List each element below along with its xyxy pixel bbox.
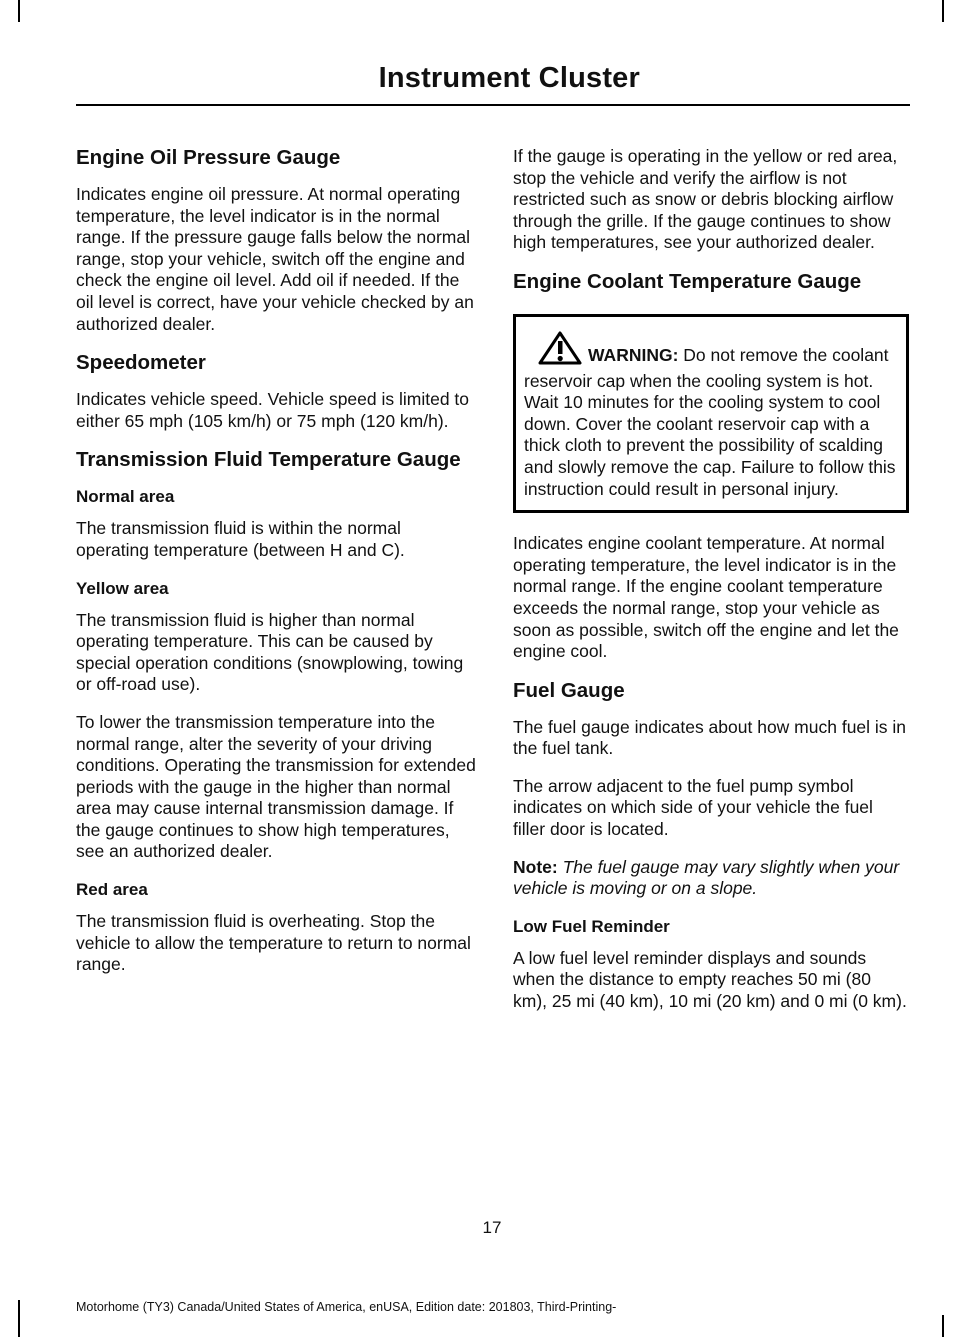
warning-triangle-icon bbox=[538, 331, 582, 371]
transmission-heading: Transmission Fluid Temperature Gauge bbox=[76, 448, 461, 472]
note-label: Note: bbox=[513, 856, 558, 877]
page-title: Instrument Cluster bbox=[378, 62, 640, 94]
crop-mark-bottom-right bbox=[942, 1315, 944, 1337]
coolant-heading: Engine Coolant Temperature Gauge bbox=[513, 269, 862, 293]
yellow-area-text-1: The transmission fluid is higher than normal operating temperature. This can be caused by special operation conditions (snowplowing, towing or off-road use). bbox=[76, 609, 464, 695]
yellow-area-text-2: To lower the transmission temperature into the normal range, alter the severity of your driving conditions. Operating the transmission for extended periods with the gauge in the higher than normal area may cause internal transmission damage. If the gauge continues to show high temperatures, see an authorized dealer. bbox=[76, 711, 476, 862]
warning-box bbox=[513, 314, 909, 513]
left-column bbox=[76, 146, 476, 992]
note-text: The fuel gauge may vary slightly when your vehicle is moving or on a slope. bbox=[513, 856, 900, 899]
fuel-gauge-text-1: The fuel gauge indicates about how much fuel is in the fuel tank. bbox=[513, 716, 907, 759]
crop-mark-bottom-left bbox=[18, 1300, 20, 1337]
right-column bbox=[513, 146, 908, 1029]
warning-label: WARNING: bbox=[588, 344, 679, 365]
coolant-text: Indicates engine coolant temperature. At normal operating temperature, the level indicator is in the normal range. If the engine coolant temperature exceeds the normal range, stop your vehicle as soon as possible, switch off the engine and let the engine cool. bbox=[513, 533, 899, 662]
crop-mark-top-left bbox=[18, 0, 20, 22]
normal-area-text: The transmission fluid is within the normal operating temperature (between H and C). bbox=[76, 518, 405, 560]
red-area-text: The transmission fluid is overheating. Stop the vehicle to allow the temperature to return to normal range. bbox=[76, 911, 471, 975]
page-number: 17 bbox=[482, 1218, 502, 1237]
speedometer-heading: Speedometer bbox=[76, 351, 206, 375]
fuel-gauge-text-2: The arrow adjacent to the fuel pump symbol indicates on which side of your vehicle the fuel filler door is located. bbox=[513, 775, 873, 840]
normal-area-heading: Normal area bbox=[76, 487, 175, 507]
warning-text: Do not remove the coolant reservoir cap when the cooling system is hot. Wait 10 minutes for the cooling system to cool down. Cover the coolant reservoir cap with a thick cloth to prevent the possibility of scalding and slowly remove the cap. Failure to follow this instruction could result in personal injury. bbox=[524, 344, 896, 499]
oil-pressure-text: Indicates engine oil pressure. At normal operating temperature, the level indicator is in the normal range. If the pressure gauge falls below the normal range, stop your vehicle, switch off the engine and check the engine oil level. Add oil if needed. If the oil level is correct, have your vehicle checked by an authorized dealer. bbox=[76, 184, 474, 334]
fuel-gauge-heading: Fuel Gauge bbox=[513, 678, 625, 702]
gauge-warning-continued-text: If the gauge is operating in the yellow or red area, stop the vehicle and verify the airflow is not restricted such as snow or debris blocking airflow through the grille. If the gauge continues to show high temperatures, see your authorized dealer. bbox=[513, 146, 898, 253]
low-fuel-text: A low fuel level reminder displays and sounds when the distance to empty reaches 50 mi (80 km), 25 mi (40 km), 10 mi (20 km) and 0 mi (0 km). bbox=[513, 947, 907, 1012]
speedometer-text: Indicates vehicle speed. Vehicle speed is limited to either 65 mph (105 km/h) or 75 mph (120 km/h). bbox=[76, 389, 470, 431]
header-divider bbox=[76, 104, 910, 106]
yellow-area-heading: Yellow area bbox=[76, 578, 169, 598]
red-area-heading: Red area bbox=[76, 880, 148, 900]
fuel-note bbox=[513, 857, 908, 900]
crop-mark-top-right bbox=[942, 0, 944, 22]
low-fuel-heading: Low Fuel Reminder bbox=[513, 916, 670, 936]
oil-pressure-heading: Engine Oil Pressure Gauge bbox=[76, 146, 341, 169]
footer-text: Motorhome (TY3) Canada/United States of America, enUSA, Edition date: 201803, Third-Printing- bbox=[76, 1300, 617, 1314]
